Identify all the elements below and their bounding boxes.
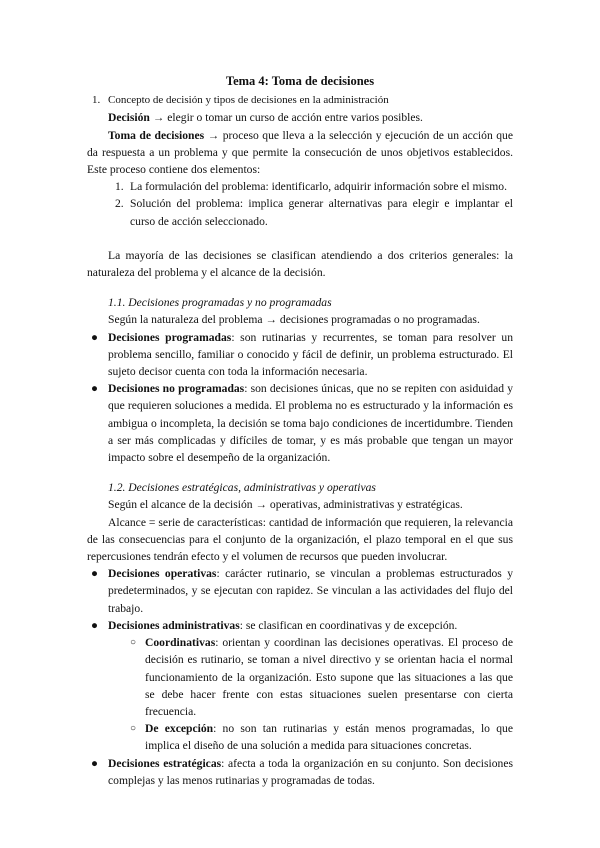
- bullet-icon: ●: [91, 567, 99, 581]
- term: Decisiones estratégicas: [108, 756, 222, 770]
- bullet-text: : se clasifican en coordinativas y de excepción.: [239, 618, 458, 632]
- term: Decisiones no programadas: [108, 382, 245, 396]
- term: Coordinativas: [145, 636, 216, 650]
- bullet-text: : orientan y coordinan las decisiones operativas. El proceso de decisión es rutinario, se toman a nivel directivo y se orientan hacia el normal funcionamiento de la organización. Esto supone que las situaciones a las que se debe hacer frente con estas situaciones suelen presentarse con cierta frecuencia.: [145, 636, 513, 718]
- section-heading: [87, 92, 513, 109]
- definition-decision: [87, 109, 513, 126]
- list-number: 2.: [115, 197, 124, 211]
- arrow: →: [204, 128, 223, 142]
- bullet-icon: ●: [91, 330, 99, 344]
- list-item: [87, 195, 513, 229]
- document-title: Tema 4: Toma de decisiones: [225, 74, 375, 88]
- bullet-icon: ●: [91, 756, 99, 770]
- term: De excepción: [145, 722, 214, 736]
- term: Decisión: [108, 111, 150, 125]
- section-number: 1.: [92, 94, 101, 107]
- term: Toma de decisiones: [108, 128, 205, 142]
- bullet-icon: ●: [91, 382, 99, 396]
- definition-text: proceso que lleva a la selección y ejecución de un acción que da respuesta a un problema y que permite la consecución de unos objetivos establecidos. Este proceso contiene dos elementos:: [87, 128, 513, 177]
- lead-text: Según la naturaleza del problema → decisiones programadas o no programadas.: [108, 313, 480, 327]
- sub-bullet-item: [87, 634, 513, 720]
- bullet-item: [87, 380, 513, 466]
- alcance-paragraph: Alcance = serie de características: cantidad de información que requieren, la relevancia de las consecuencias para el conjunto de la organización, el plazo temporal en el que sus repercusiones tendrán efecto y el volumen de recursos que pueden involucrar.: [87, 515, 513, 564]
- definition-toma: [87, 127, 513, 179]
- bullet-text: : afecta a toda la organización en su conjunto. Son decisiones complejas y las menos rutinarias y programadas de todas.: [108, 756, 513, 787]
- bullet-text: : son rutinarias y recurrentes, se toman para resolver un problema sencillo, familiar o conocido y fácil de definir, un problema estructurado. El sujeto decisor cuenta con toda la información necesaria.: [108, 330, 513, 379]
- subsection-heading: 1.1. Decisiones programadas y no programadas: [108, 296, 332, 310]
- intro-paragraph: La mayoría de las decisiones se clasifican atendiendo a dos criterios generales: la naturaleza del problema y el alcance de la decisión.: [87, 248, 513, 280]
- list-number: 1.: [115, 180, 124, 194]
- list-text: La formulación del problema: identificarlo, adquirir información sobre el mismo.: [130, 180, 508, 194]
- circle-bullet-icon: ○: [130, 723, 137, 735]
- bullet-item: [87, 617, 513, 634]
- definition-text: elegir o tomar un curso de acción entre varios posibles.: [167, 111, 423, 125]
- bullet-text: : carácter rutinario, se vinculan a problemas estructurados y predeterminados, y se ejecutan con rapidez. Se vinculan a las actividades del flujo del trabajo.: [108, 567, 513, 615]
- bullet-text: : no son tan rutinarias y están menos programadas, lo que implica el diseño de una solución a medida para situaciones concretas.: [145, 722, 513, 753]
- bullet-item: [87, 329, 513, 381]
- term: Decisiones programadas: [108, 330, 232, 344]
- arrow: →: [149, 111, 168, 125]
- bullet-item: [87, 565, 513, 617]
- bullet-icon: ●: [91, 618, 99, 632]
- bullet-item: [87, 755, 513, 789]
- term: Decisiones operativas: [108, 567, 217, 581]
- sub-bullet-item: [87, 720, 513, 754]
- section-heading-text: Concepto de decisión y tipos de decisiones en la administración: [108, 94, 389, 107]
- subsection-heading: 1.2. Decisiones estratégicas, administrativas y operativas: [108, 481, 376, 495]
- circle-bullet-icon: ○: [130, 637, 137, 649]
- lead-text: Según el alcance de la decisión → operativas, administrativas y estratégicas.: [108, 498, 463, 512]
- bullet-text: : son decisiones únicas, que no se repiten con asiduidad y que requieren soluciones a medida. El problema no es estructurado y la información es ambigua o incompleta, la decisión se toma bajo condiciones de incertidumbre. Tienden a ser más complicadas y difíciles de tomar, y es más probable que tengan un mayor impacto sobre el desempeño de la organización.: [108, 382, 513, 465]
- list-text: Solución del problema: implica generar alternativas para elegir e implantar el curso de acción seleccionado.: [130, 197, 513, 228]
- list-item: [87, 178, 513, 195]
- term: Decisiones administrativas: [108, 618, 240, 632]
- document-page: [87, 73, 513, 789]
